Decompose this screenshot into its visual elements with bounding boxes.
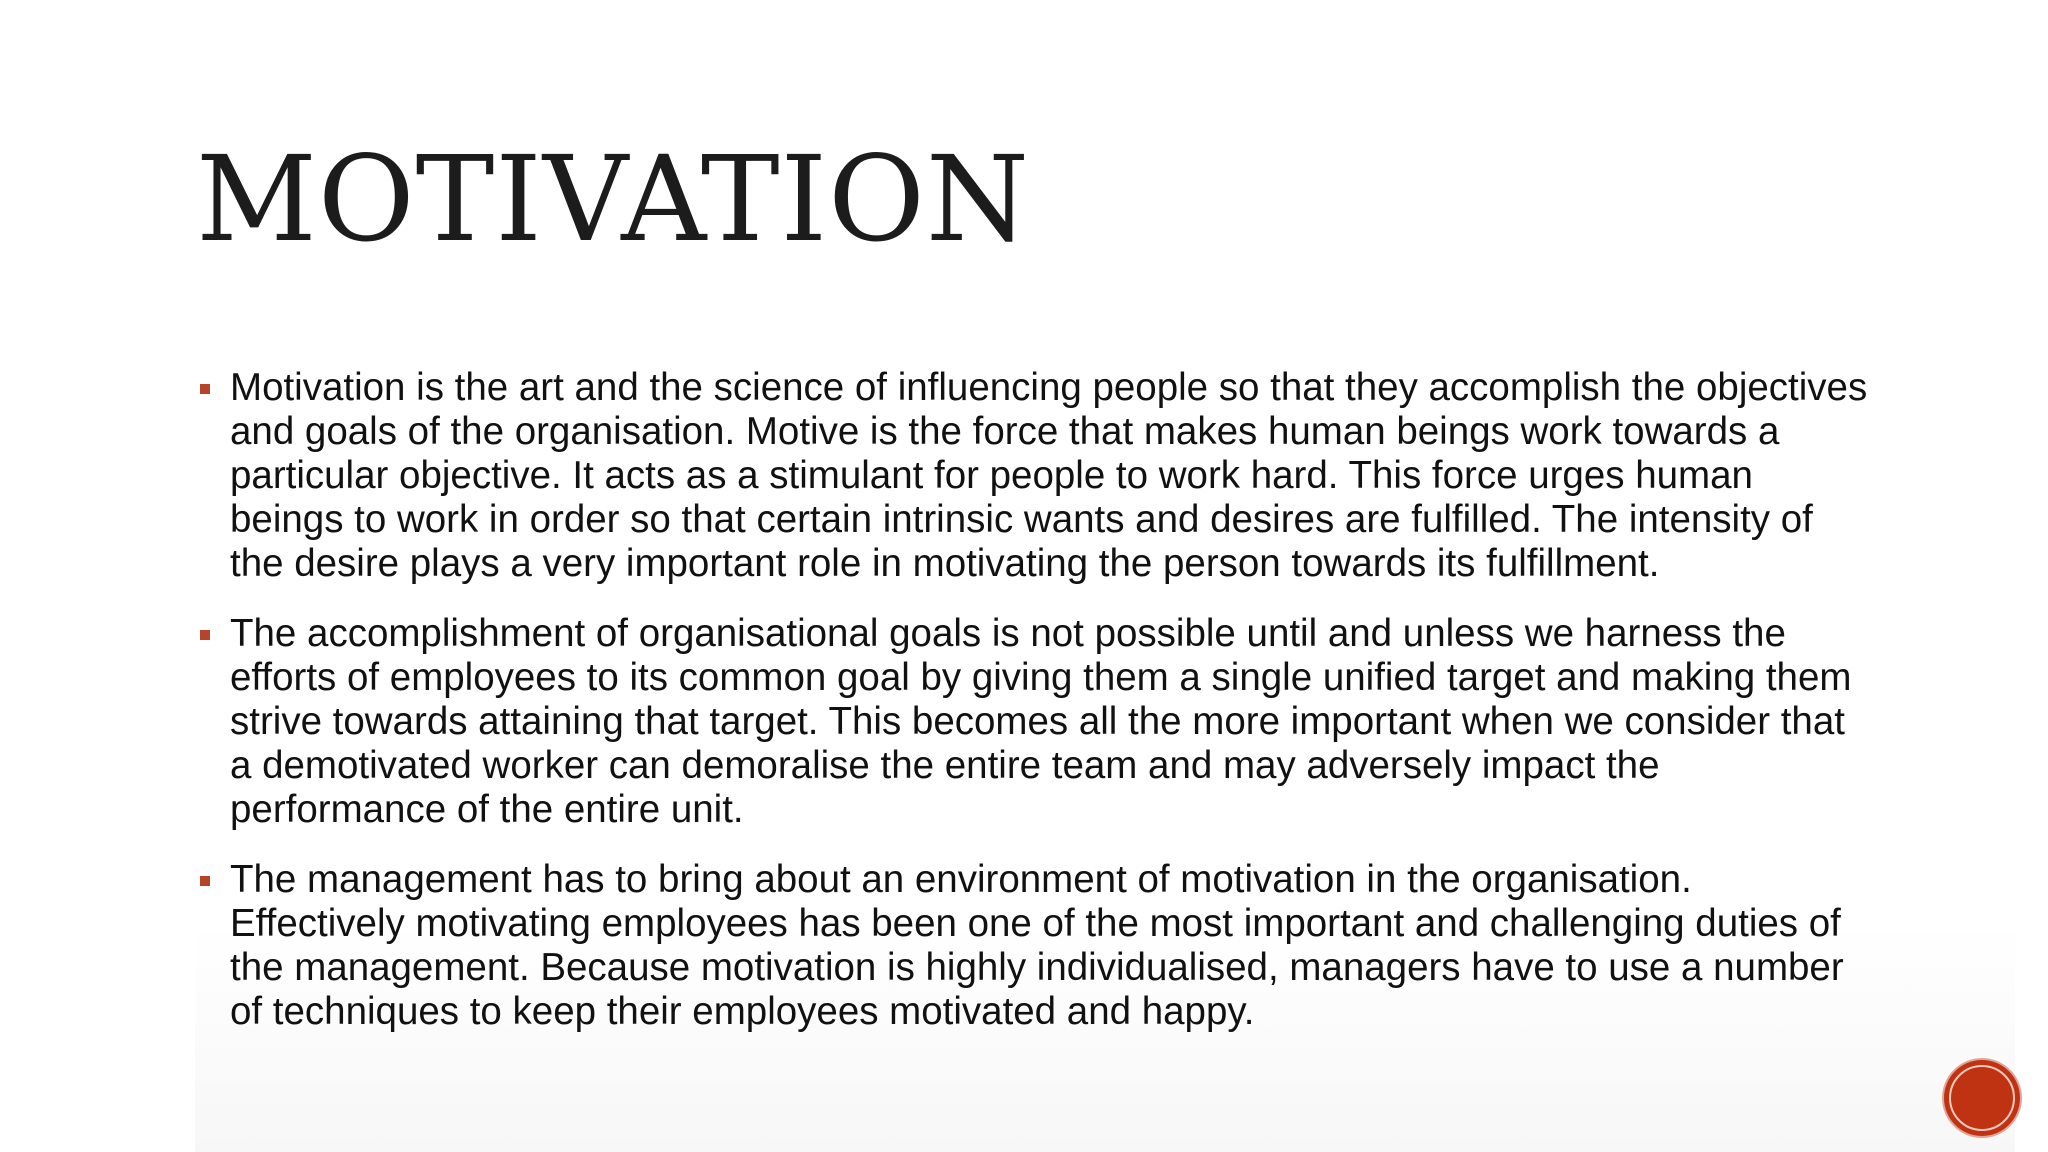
bullet-text: The accomplishment of organisational goals is not possible until and unless we harness the efforts of employees to its common goal by giving them a single unified target and making them strive towards attaining that target. This becomes all the more important when we consider that a demotivated worker can demoralise the entire team and may adversely impact the performance of the entire unit. — [230, 612, 1852, 831]
bullet-item — [196, 612, 1876, 832]
bullet-text: The management has to bring about an environment of motivation in the organisation. Effectively motivating employees has been one of the most important and challenging duties of the management. Because motivation is highly individualised, managers have to use a number of techniques to keep their employees motivated and happy. — [230, 858, 1844, 1033]
circle-logo-icon — [1944, 1060, 2020, 1136]
bullet-list — [196, 366, 1876, 1060]
bullet-item — [196, 858, 1876, 1034]
slide-title: MOTIVATION — [196, 130, 1031, 268]
square-bullet-icon — [200, 384, 210, 394]
bullet-text: Motivation is the art and the science of influencing people so that they accomplish the objectives and goals of the organisation. Motive is the force that makes human beings work towards a particular objective. It acts as a stimulant for people to work hard. This force urges human beings to work in order so that certain intrinsic wants and desires are fulfilled. The intensity of the desire plays a very important role in motivating the person towards its fulfillment. — [230, 366, 1868, 585]
square-bullet-icon — [200, 630, 210, 640]
circle-ring — [1949, 1065, 2015, 1131]
square-bullet-icon — [200, 876, 210, 886]
bullet-item — [196, 366, 1876, 586]
